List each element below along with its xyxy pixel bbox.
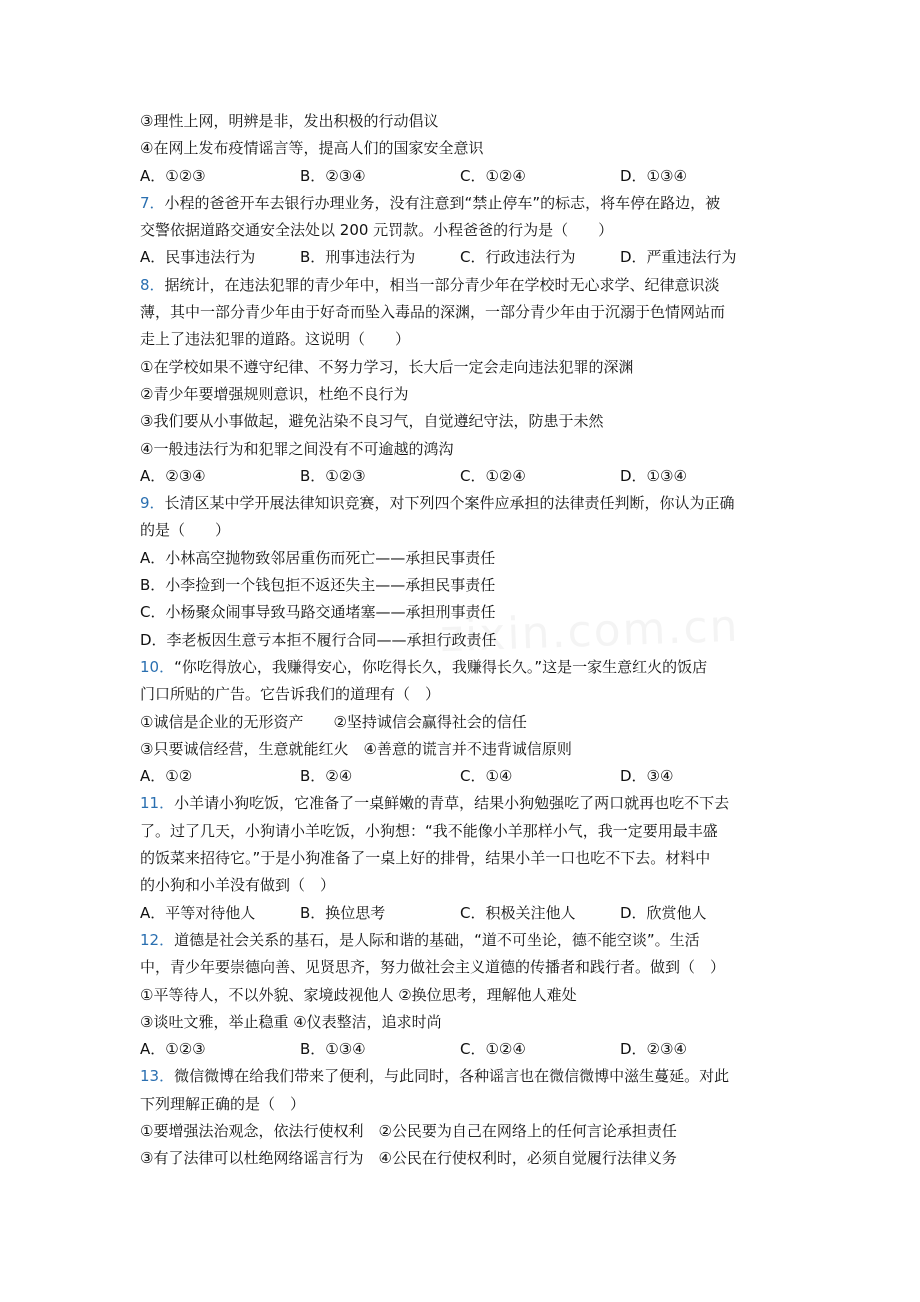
question-number: 12． — [140, 930, 175, 949]
option-d[interactable]: D．①③④ — [620, 466, 687, 485]
question-line: 门口所贴的广告。它告诉我们的道理有（ ） — [140, 685, 441, 704]
watermark — [439, 601, 740, 662]
question-number: 10． — [140, 657, 175, 676]
statement-item: ④在网上发布疫情谣言等，提高人们的国家安全意识 — [140, 139, 484, 158]
option-c[interactable]: C．小杨聚众闹事导致马路交通堵塞——承担刑事责任 — [140, 603, 496, 622]
option-d[interactable]: D．③④ — [620, 767, 674, 786]
question-number: 11． — [140, 794, 175, 813]
question-9-stem: 9．长清区某中学开展法律知识竞赛，对下列四个案件应承担的法律责任判断，你认为正确 — [140, 494, 735, 513]
statement-item: ③只要诚信经营，生意就能红火 ④善意的谎言并不违背诚信原则 — [140, 739, 572, 758]
option-b[interactable]: B．换位思考 — [300, 903, 386, 922]
statement-item: ①诚信是企业的无形资产 ②坚持诚信会赢得社会的信任 — [140, 712, 527, 731]
option-b[interactable]: B．小李捡到一个钱包拒不返还失主——承担民事责任 — [140, 576, 496, 595]
question-11-stem: 11．小羊请小狗吃饭，它准备了一桌鲜嫩的青草，结果小狗勉强吃了两口就再也吃不下去 — [140, 794, 730, 813]
option-b[interactable]: B．刑事违法行为 — [300, 248, 416, 267]
option-a[interactable]: A．平等对待他人 — [140, 903, 256, 922]
option-c[interactable]: C．①④ — [460, 767, 513, 786]
statement-item: ①要增强法治观念，依法行使权利 ②公民要为自己在网络上的任何言论承担责任 — [140, 1121, 677, 1140]
option-c[interactable]: C．①②④ — [460, 466, 526, 485]
answer-options — [140, 900, 790, 927]
option-b[interactable]: B．①②③ — [300, 466, 366, 485]
statement-item: ③有了法律可以杜绝网络谣言行为 ④公民在行使权利时，必须自觉履行法律义务 — [140, 1149, 677, 1168]
option-d[interactable]: D．欣赏他人 — [620, 903, 707, 922]
statement-item: ②青少年要增强规则意识，杜绝不良行为 — [140, 384, 409, 403]
option-c[interactable]: C．①②④ — [460, 166, 526, 185]
statement-item: ①平等待人，不以外貌、家境歧视他人 ②换位思考，理解他人难处 — [140, 985, 577, 1004]
option-c[interactable]: C．积极关注他人 — [460, 903, 576, 922]
question-line: 交警依据道路交通安全法处以 200 元罚款。小程爸爸的行为是（ ） — [140, 221, 614, 240]
question-line: 的饭菜来招待它。”于是小狗准备了一桌上好的排骨，结果小羊一口也吃不下去。材料中 — [140, 849, 711, 868]
statement-item: ③我们要从小事做起，避免沾染不良习气，自觉遵纪守法，防患于未然 — [140, 412, 604, 431]
question-number: 13． — [140, 1067, 175, 1086]
question-8-stem: 8．据统计，在违法犯罪的青少年中，相当一部分青少年在学校时无心求学、纪律意识淡 — [140, 275, 720, 294]
question-line: 走上了违法犯罪的道路。这说明（ ） — [140, 330, 411, 349]
question-10-stem: 10．“你吃得放心，我赚得安心，你吃得长久，我赚得长久。”这是一家生意红火的饭店 — [140, 657, 708, 676]
question-12-stem: 12．道德是社会关系的基石，是人际和谐的基础，“道不可坐论，德不能空谈”。生活 — [140, 930, 700, 949]
option-a[interactable]: A．①②③ — [140, 1040, 206, 1059]
question-line: 薄，其中一部分青少年由于好奇而坠入毒品的深渊，一部分青少年由于沉溺于色情网站而 — [140, 303, 726, 322]
statement-item: ④一般违法行为和犯罪之间没有不可逾越的鸿沟 — [140, 439, 454, 458]
option-a[interactable]: A．②③④ — [140, 466, 206, 485]
answer-options — [140, 463, 790, 490]
option-a[interactable]: A．①②③ — [140, 166, 206, 185]
question-number: 8． — [140, 275, 165, 294]
option-a[interactable]: A．小林高空抛物致邻居重伤而死亡——承担民事责任 — [140, 548, 496, 567]
option-b[interactable]: B．②③④ — [300, 166, 366, 185]
answer-options — [140, 244, 790, 271]
option-c[interactable]: C．行政违法行为 — [460, 248, 576, 267]
statement-item: ①在学校如果不遵守纪律、不努力学习，长大后一定会走向违法犯罪的深渊 — [140, 357, 634, 376]
option-b[interactable]: B．①③④ — [300, 1040, 366, 1059]
option-d[interactable]: D．②③④ — [620, 1040, 687, 1059]
option-b[interactable]: B．②④ — [300, 767, 353, 786]
answer-options — [140, 163, 790, 190]
option-d[interactable]: D．①③④ — [620, 166, 687, 185]
option-d[interactable]: D．李老板因生意亏本拒不履行合同——承担行政责任 — [140, 630, 497, 649]
statement-item: ③谈吐文雅，举止稳重 ④仪表整洁，追求时尚 — [140, 1012, 442, 1031]
option-a[interactable]: A．①② — [140, 767, 193, 786]
question-line: 下列理解正确的是（ ） — [140, 1094, 306, 1113]
question-line: 中，青少年要崇德向善、见贤思齐，努力做社会主义道德的传播者和践行者。做到（ ） — [140, 958, 726, 977]
question-number: 7． — [140, 193, 165, 212]
question-7-stem: 7．小程的爸爸开车去银行办理业务，没有注意到“禁止停车”的标志，将车停在路边，被 — [140, 193, 721, 212]
option-c[interactable]: C．①②④ — [460, 1040, 526, 1059]
question-13-stem: 13．微信微博在给我们带来了便利，与此同时，各种谣言也在微信微博中滋生蔓延。对此 — [140, 1067, 730, 1086]
option-d[interactable]: D．严重违法行为 — [620, 248, 737, 267]
option-a[interactable]: A．民事违法行为 — [140, 248, 256, 267]
question-line: 的是（ ） — [140, 521, 231, 540]
question-number: 9． — [140, 494, 165, 513]
answer-options — [140, 763, 790, 790]
answer-options — [140, 1036, 790, 1063]
question-line: 了。过了几天，小狗请小羊吃饭，小狗想：“我不能像小羊那样小气，我一定要用最丰盛 — [140, 821, 718, 840]
question-line: 的小狗和小羊没有做到（ ） — [140, 876, 336, 895]
statement-item: ③理性上网，明辨是非，发出积极的行动倡议 — [140, 112, 439, 130]
